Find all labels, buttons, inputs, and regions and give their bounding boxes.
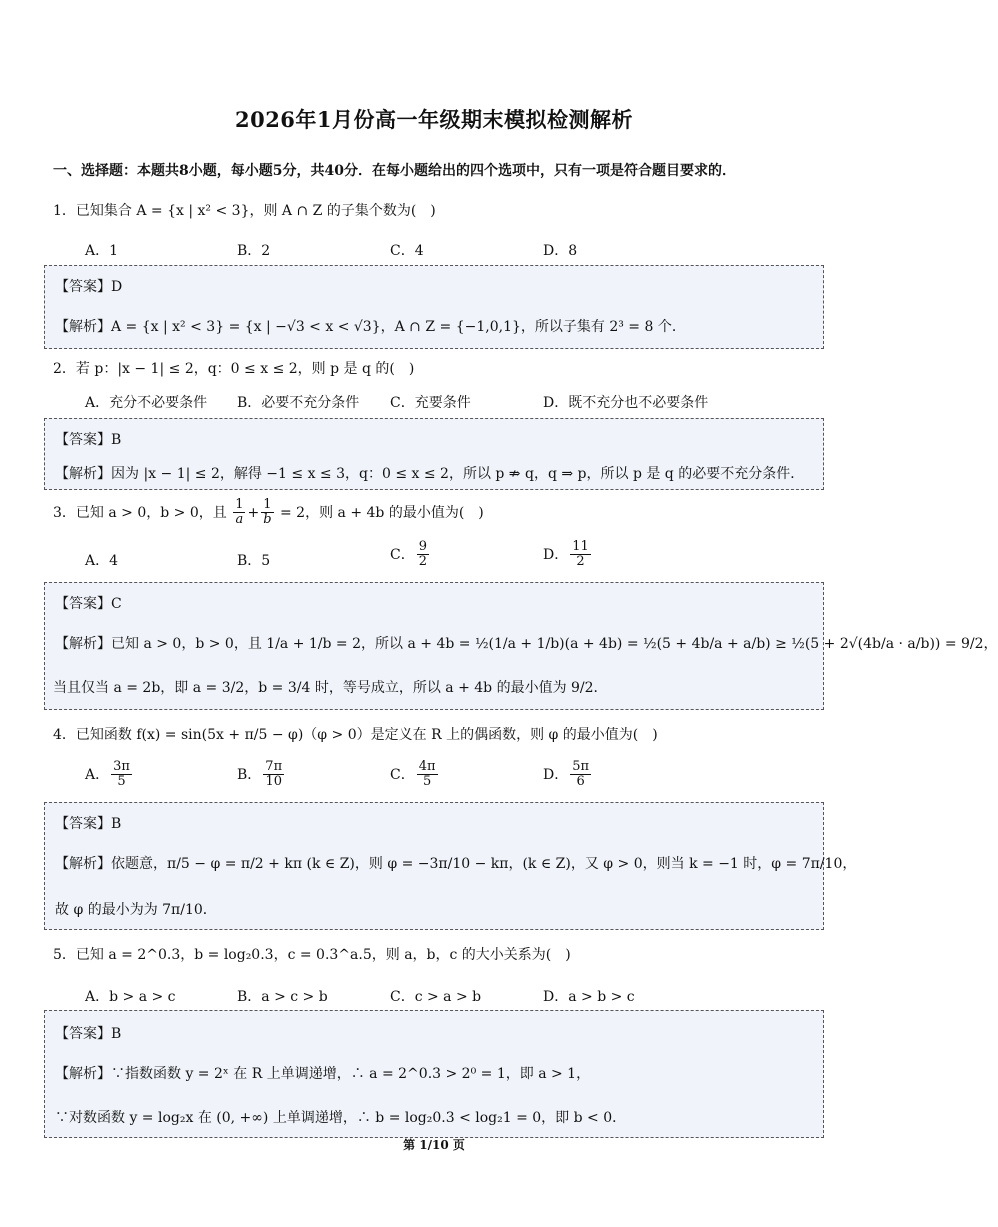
option-d: D．既不充分也不必要条件: [543, 395, 709, 411]
option-d: D．8: [543, 243, 578, 259]
question-2-options: [85, 392, 785, 420]
option-b: B．5: [237, 553, 271, 569]
stem-suffix: = 2，则 a + 4b 的最小值为( ): [280, 504, 484, 521]
option-d: D． $\frac{5\pi}{6}$: [543, 759, 590, 790]
question-3-options: [85, 540, 785, 580]
option-a: A．b > a > c: [85, 989, 176, 1005]
question-2-stem: 2．若 p：|x − 1| ≤ 2，q：0 ≤ x ≤ 2，则 p 是 q 的( ): [53, 361, 415, 377]
answer-box-1: [44, 265, 824, 349]
analysis-text-line-2: 当且仅当 a = 2b，即 a = 3/2，b = 3/4 时，等号成立，所以 a + 4b 的最小值为 9/2．: [53, 680, 608, 696]
option-c: C．c > a > b: [390, 989, 482, 1005]
analysis-text-line-1: 【解析】依题意，π/5 − φ = π/2 + kπ (k ∈ Z)，则 φ = −3π/10 − kπ，(k ∈ Z)，又 φ > 0，则当 k = −1 时，φ = 7π/10，: [55, 856, 857, 872]
answer-box-3: [44, 582, 998, 710]
page-number: 第 1/10 页: [403, 1138, 465, 1152]
answer-label: 【答案】D: [55, 279, 123, 295]
section-heading: 一、选择题：本题共8小题，每小题5分，共40分．在每小题给出的四个选项中，只有一项是符合题目要求的．: [53, 163, 736, 179]
stem-prefix: 3．已知 a > 0，b > 0，且: [53, 504, 227, 521]
question-4-stem: 4．已知函数 f(x) = sin(5x + π/5 − φ)（φ > 0）是定义在 R 上的偶函数，则 φ 的最小值为( ): [53, 727, 658, 743]
option-c: C． $\frac{4\pi}{5}$: [390, 759, 436, 790]
option-b: B．必要不充分条件: [237, 395, 360, 411]
answer-label: 【答案】B: [55, 816, 122, 832]
option-c: C． $\frac{9}{2}$: [390, 539, 427, 570]
analysis-text-line-2: 故 φ 的最小为为 7π/10．: [55, 902, 217, 918]
question-5-stem: 5．已知 a = 2^0.3，b = log₂0.3，c = 0.3^a.5，则 a，b，c 的大小关系为( ): [53, 947, 571, 963]
option-a: A．4: [85, 553, 119, 569]
analysis-text-line-1: 【解析】∵指数函数 y = 2ˣ 在 R 上单调递增，∴ a = 2^0.3 > 2⁰ = 1，即 a > 1，: [55, 1066, 591, 1082]
answer-label: 【答案】B: [55, 432, 122, 448]
option-d: D． $\frac{11}{2}$: [543, 539, 589, 570]
option-a: A． $\frac{3\pi}{5}$: [85, 759, 130, 790]
answer-label: 【答案】C: [55, 596, 122, 612]
answer-label: 【答案】B: [55, 1026, 122, 1042]
fraction-1-over-b: $\frac{1}{b}$: [263, 497, 272, 528]
fraction-1-over-a: $\frac{1}{a}$: [235, 497, 244, 528]
option-b: B．2: [237, 243, 271, 259]
analysis-text-line-2: ∵对数函数 y = log₂x 在 (0, +∞) 上单调递增，∴ b = log₂0.3 < log₂1 = 0，即 b < 0．: [55, 1110, 627, 1126]
answer-box-2: [44, 418, 824, 490]
analysis-text-line-1: 【解析】已知 a > 0，b > 0，且 1/a + 1/b = 2，所以 a + 4b = ½(1/a + 1/b)(a + 4b) = ½(5 + 4b/a + a/b) ≥ ½(5 + 2√(4b/a · a/b)) = 9/2，: [55, 636, 998, 652]
answer-box-4: [44, 802, 857, 930]
question-4-options: [85, 760, 785, 800]
question-3-stem: 3．已知 a > 0，b > 0，且 $\frac{1}{a}$ + $\frac{1}{b}$ = 2，则 a + 4b 的最小值为( ): [53, 497, 484, 528]
option-c: C．4: [390, 243, 424, 259]
option-a: A．1: [85, 243, 119, 259]
analysis-text: 【解析】A = {x | x² < 3} = {x | −√3 < x < √3}，A ∩ Z = {−1,0,1}，所以子集有 2³ = 8 个．: [55, 319, 686, 335]
option-c: C．充要条件: [390, 395, 471, 411]
option-b: B．a > c > b: [237, 989, 328, 1005]
question-1-stem: 1．已知集合 A = {x | x² < 3}，则 A ∩ Z 的子集个数为( ): [53, 203, 436, 219]
analysis-text: 【解析】因为 |x − 1| ≤ 2，解得 −1 ≤ x ≤ 3，q：0 ≤ x ≤ 2，所以 p ⇏ q，q ⇒ p，所以 p 是 q 的必要不充分条件．: [55, 466, 805, 482]
page-title: 2026年1月份高一年级期末模拟检测解析: [234, 107, 634, 132]
option-b: B． $\frac{7\pi}{10}$: [237, 759, 283, 790]
option-d: D．a > b > c: [543, 989, 635, 1005]
option-a: A．充分不必要条件: [85, 395, 208, 411]
question-1-options: [85, 240, 785, 268]
answer-box-5: [44, 1010, 824, 1138]
